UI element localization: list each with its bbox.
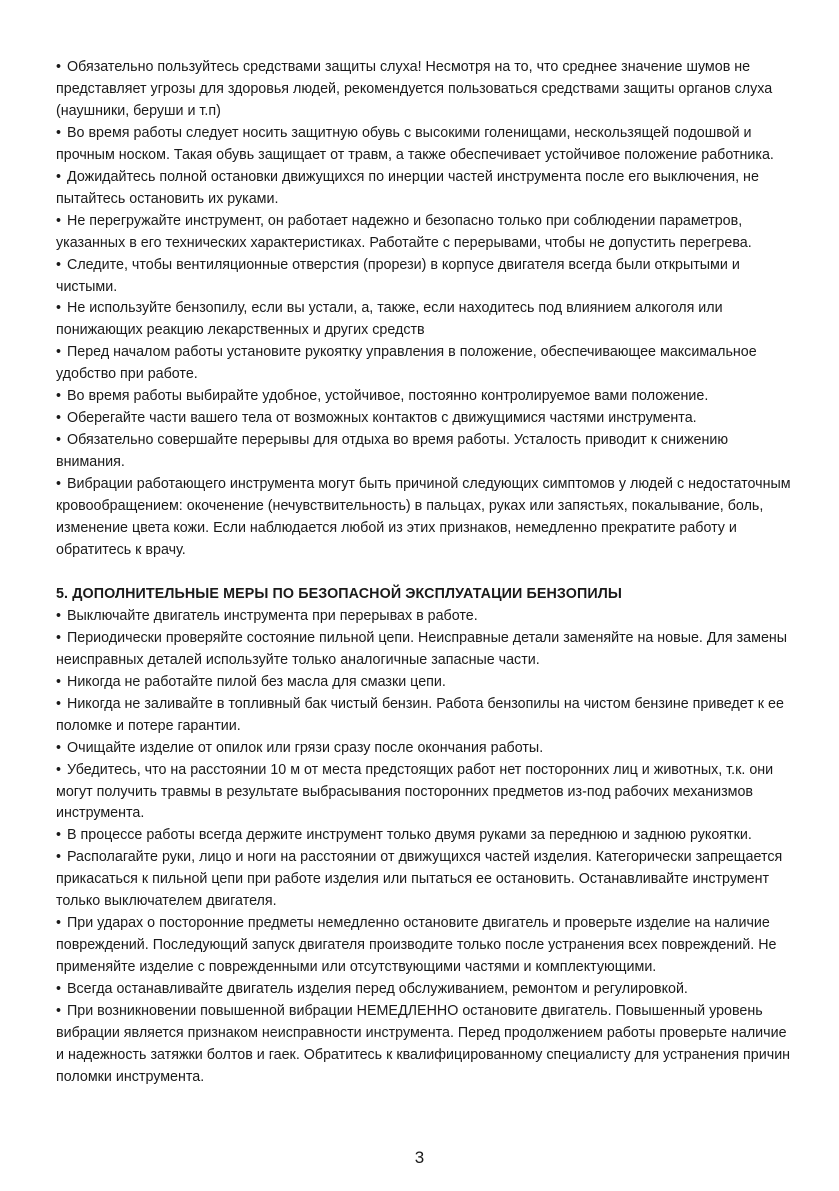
- list-item: [56, 913, 796, 979]
- item-text: Обязательно пользуйтесь средствами защиты слуха! Несмотря на то, что среднее значение шумов не представляет угрозы для здоровья людей, рекомендуется пользоваться средствами защиты органов слуха (наушники, беруши и т.п): [56, 59, 773, 119]
- item-text: При возникновении повышенной вибрации НЕМЕДЛЕННО остановите двигатель. Повышенный уровень вибрации является признаком неисправности инструмента. Перед продолжением работы проверьте наличие и надежность затяжки болтов и гаек. Обратитесь к квалифицированному специалисту для устранения причин поломки инструмента.: [56, 1003, 791, 1085]
- list-item: [56, 1001, 796, 1089]
- bullet: •: [56, 607, 62, 624]
- item-text: Не используйте бензопилу, если вы устали, а, также, если находитесь под влиянием алкоголя или понижающих реакцию лекарственных и других средств: [56, 300, 723, 339]
- item-text: Выключайте двигатель инструмента при перерывах в работе.: [67, 607, 478, 624]
- bullet: •: [56, 344, 62, 361]
- bullet: •: [56, 476, 62, 493]
- list-item: [56, 979, 796, 1001]
- item-text: Перед началом работы установите рукоятку управления в положение, обеспечивающее максимальное удобство при работе.: [56, 344, 757, 383]
- list-item: [56, 694, 796, 738]
- list-item: [56, 255, 796, 299]
- item-text: Вибрации работающего инструмента могут быть причиной следующих симптомов у людей с недостаточным кровообращением: окоченение (нечувствительность) в пальцах, руках или запястьях, покалывание, боль, изменение цвета кожи. Если наблюдается любой из этих признаков, немедленно прекратите работу и обратитесь к врачу.: [56, 476, 791, 558]
- item-text: Оберегайте части вашего тела от возможных контактов с движущимися частями инструмента.: [67, 410, 697, 427]
- bullet: •: [56, 739, 62, 756]
- bullet: •: [56, 432, 62, 449]
- item-text: Не перегружайте инструмент, он работает надежно и безопасно только при соблюдении параметров, указанных в его технических характеристиках. Работайте с перерывами, чтобы не допустить перегрева.: [56, 212, 752, 251]
- list-item: [56, 738, 796, 760]
- bullet: •: [56, 1003, 62, 1020]
- list-item: [56, 342, 796, 386]
- item-text: Очищайте изделие от опилок или грязи сразу после окончания работы.: [67, 739, 544, 756]
- item-text: Во время работы следует носить защитную обувь с высокими голенищами, нескользящей подошвой и прочным носком. Такая обувь защищает от травм, а также обеспечивает устойчивое положение работника.: [56, 124, 774, 163]
- bullet: •: [56, 827, 62, 844]
- item-text: При ударах о посторонние предметы немедленно остановите двигатель и проверьте изделие на наличие повреждений. Последующий запуск двигателя производите только после устранения всех повреждений. Не применяйте изделие с поврежденными или отсутствующими частями и комплектующими.: [56, 915, 777, 976]
- bullet: •: [56, 695, 62, 712]
- list-item: [56, 606, 796, 628]
- item-text: Обязательно совершайте перерывы для отдыха во время работы. Усталость приводит к снижению внимания.: [56, 432, 729, 471]
- bullet: •: [56, 915, 62, 932]
- bullet: •: [56, 673, 62, 690]
- list-item: [56, 760, 796, 826]
- item-text: Во время работы выбирайте удобное, устойчивое, постоянно контролируемое вами положение.: [67, 388, 709, 405]
- bullet: •: [56, 849, 62, 866]
- bullet: •: [56, 124, 62, 141]
- section-5-list: [56, 606, 796, 1089]
- bullet: •: [56, 256, 62, 273]
- list-item: [56, 408, 796, 430]
- item-text: Располагайте руки, лицо и ноги на расстоянии от движущихся частей изделия. Категорически запрещается прикасаться к пильной цепи при работе изделия или пытаться ее остановить. Останавливайте инструмент только выключателем двигателя.: [56, 849, 783, 910]
- bullet: •: [56, 300, 62, 317]
- list-item: [56, 57, 796, 123]
- bullet: •: [56, 629, 62, 646]
- list-item: [56, 628, 796, 672]
- item-text: Убедитесь, что на расстоянии 10 м от места предстоящих работ нет посторонних лиц и животных, т.к. они могут получить травмы в результате выбрасывания посторонних предметов из-под рабочих механизмов инструмента.: [56, 761, 774, 822]
- bullet: •: [56, 168, 62, 185]
- section-heading: 5. ДОПОЛНИТЕЛЬНЫЕ МЕРЫ ПО БЕЗОПАСНОЙ ЭКСПЛУАТАЦИИ БЕНЗОПИЛЫ: [56, 585, 622, 602]
- bullet: •: [56, 410, 62, 427]
- item-text: Дожидайтесь полной остановки движущихся по инерции частей инструмента после его выключения, не пытайтесь остановить их руками.: [56, 168, 759, 207]
- bullet: •: [56, 981, 62, 998]
- list-item: [56, 167, 796, 211]
- list-item: [56, 825, 796, 847]
- list-item: [56, 386, 796, 408]
- safety-list: [56, 57, 796, 562]
- list-item: [56, 298, 796, 342]
- list-item: [56, 211, 796, 255]
- item-text: В процессе работы всегда держите инструмент только двумя руками за переднюю и заднюю рукоятки.: [67, 827, 752, 844]
- page-number: 3: [414, 1148, 425, 1167]
- bullet: •: [56, 388, 62, 405]
- item-text: Следите, чтобы вентиляционные отверстия (прорези) в корпусе двигателя всегда были открытыми и чистыми.: [56, 256, 740, 295]
- item-text: Никогда не работайте пилой без масла для смазки цепи.: [67, 673, 446, 690]
- document-page: [56, 57, 796, 1089]
- list-item: [56, 123, 796, 167]
- bullet: •: [56, 59, 62, 75]
- list-item: [56, 672, 796, 694]
- item-text: Никогда не заливайте в топливный бак чистый бензин. Работа бензопилы на чистом бензине приведет к ее поломке и потере гарантии.: [56, 695, 784, 734]
- list-item: [56, 847, 796, 913]
- bullet: •: [56, 212, 62, 229]
- list-item: [56, 474, 796, 562]
- bullet: •: [56, 761, 62, 778]
- item-text: Периодически проверяйте состояние пильной цепи. Неисправные детали заменяйте на новые. Для замены неисправных деталей используйте только аналогичные запасные части.: [56, 629, 788, 668]
- list-item: [56, 430, 796, 474]
- item-text: Всегда останавливайте двигатель изделия перед обслуживанием, ремонтом и регулировкой.: [67, 981, 688, 998]
